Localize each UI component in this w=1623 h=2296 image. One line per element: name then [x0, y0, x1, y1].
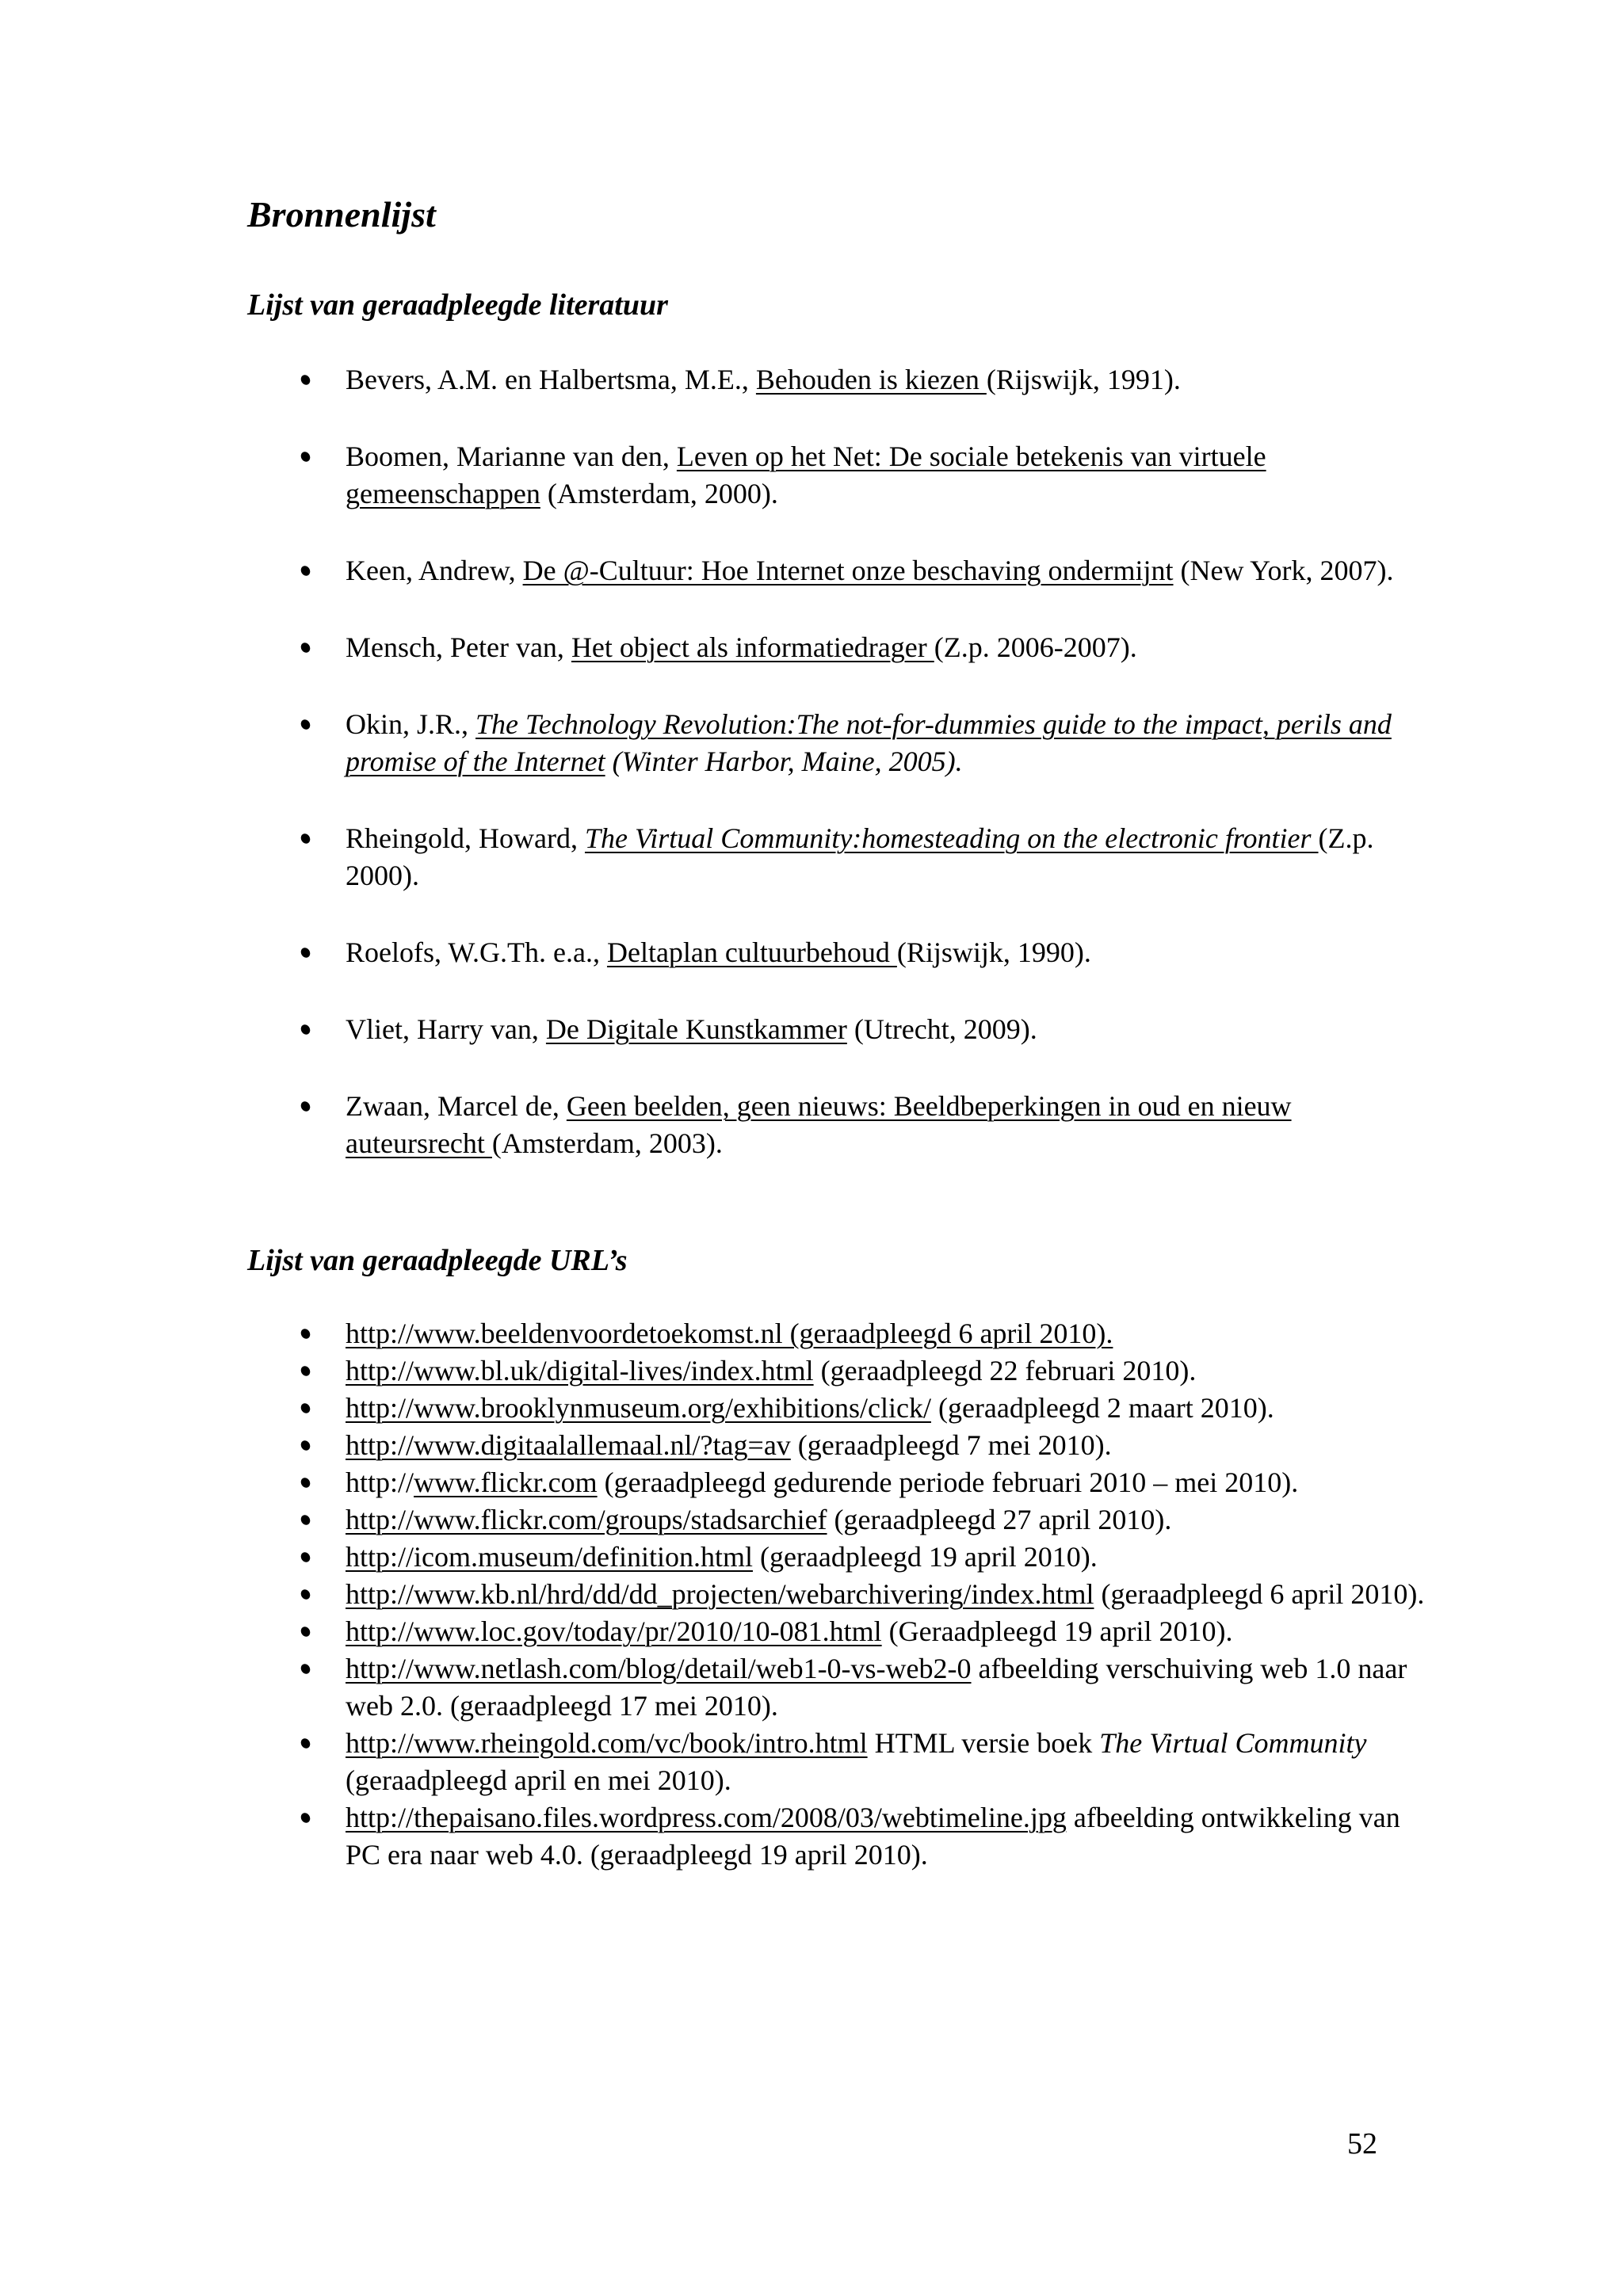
- bullet-icon: [299, 450, 311, 463]
- bullet-icon: [299, 641, 311, 654]
- url-link[interactable]: http://www.flickr.com/groups/stadsarchief: [346, 1504, 827, 1535]
- literature-item: Boomen, Marianne van den, Leven op het Net: De sociale betekenis van virtuele gemeenschappen (Amsterdam, 2000).: [301, 438, 1426, 513]
- literature-item: Vliet, Harry van, De Digitale Kunstkammer (Utrecht, 2009).: [301, 1011, 1426, 1048]
- page-number: 52: [1347, 2127, 1377, 2161]
- bullet-icon: [299, 1737, 311, 1750]
- url-link[interactable]: http://www.brooklynmuseum.org/exhibitions/click/: [346, 1392, 931, 1424]
- url-link[interactable]: http://icom.museum/definition.html: [346, 1541, 753, 1573]
- bullet-icon: [299, 1327, 311, 1341]
- page-title: Bronnenlijst: [247, 194, 436, 235]
- url-item: http://thepaisano.files.wordpress.com/2008/03/webtimeline.jpg afbeelding ontwikkeling van PC era naar web 4.0. (geraadpleegd 19 april 2010).: [301, 1799, 1426, 1874]
- url-item: http://www.digitaalallemaal.nl/?tag=av (geraadpleegd 7 mei 2010).: [301, 1427, 1426, 1464]
- literature-heading: Lijst van geraadpleegde literatuur: [247, 288, 668, 322]
- url-item: http://www.brooklynmuseum.org/exhibitions/click/ (geraadpleegd 2 maart 2010).: [301, 1390, 1426, 1427]
- url-link[interactable]: http://www.kb.nl/hrd/dd/dd_projecten/webarchivering/index.html: [346, 1578, 1094, 1610]
- url-link[interactable]: http://www.beeldenvoordetoekomst.nl (geraadpleegd 6 april 2010).: [346, 1318, 1113, 1349]
- url-link[interactable]: http://www.netlash.com/blog/detail/web1-0-vs-web2-0: [346, 1653, 972, 1684]
- literature-item: Zwaan, Marcel de, Geen beelden, geen nieuws: Beeldbeperkingen in oud en nieuw auteursrecht (Amsterdam, 2003).: [301, 1088, 1426, 1162]
- bullet-icon: [299, 1100, 311, 1113]
- url-item: [301, 1315, 1426, 1352]
- bullet-icon: [299, 1513, 311, 1527]
- bullet-icon: [299, 1588, 311, 1601]
- bullet-icon: [299, 1402, 311, 1415]
- bullet-icon: [299, 1811, 311, 1825]
- bullet-icon: [299, 1439, 311, 1452]
- url-link[interactable]: http://www.bl.uk/digital-lives/index.html: [346, 1355, 814, 1386]
- literature-title: Geen beelden, geen nieuws: Beeldbeperkingen in oud en nieuw auteursrecht: [346, 1090, 1292, 1159]
- url-item: http://www.rheingold.com/vc/book/intro.html HTML versie boek The Virtual Community (geraadpleegd april en mei 2010).: [301, 1725, 1426, 1799]
- literature-title: De @-Cultuur: Hoe Internet onze beschaving ondermijnt: [522, 555, 1174, 586]
- literature-item: Roelofs, W.G.Th. e.a., Deltaplan cultuurbehoud (Rijswijk, 1990).: [301, 934, 1426, 971]
- url-item: http://www.netlash.com/blog/detail/web1-0-vs-web2-0 afbeelding verschuiving web 1.0 naar web 2.0. (geraadpleegd 17 mei 2010).: [301, 1650, 1426, 1725]
- url-list: [301, 1315, 1426, 1874]
- bullet-icon: [299, 1550, 311, 1564]
- url-item: http://www.kb.nl/hrd/dd/dd_projecten/webarchivering/index.html (geraadpleegd 6 april 2010).: [301, 1576, 1426, 1613]
- bullet-icon: [299, 1625, 311, 1638]
- literature-item: Bevers, A.M. en Halbertsma, M.E., Behouden is kiezen (Rijswijk, 1991).: [301, 361, 1426, 399]
- url-item: http://www.bl.uk/digital-lives/index.html (geraadpleegd 22 februari 2010).: [301, 1352, 1426, 1390]
- literature-item: Keen, Andrew, De @-Cultuur: Hoe Internet onze beschaving ondermijnt (New York, 2007).: [301, 552, 1426, 589]
- url-item: http://www.loc.gov/today/pr/2010/10-081.html (Geraadpleegd 19 april 2010).: [301, 1613, 1426, 1650]
- bullet-icon: [299, 1364, 311, 1378]
- bullet-icon: [299, 832, 311, 845]
- literature-title: Behouden is kiezen: [755, 364, 987, 395]
- literature-title: De Digitale Kunstkammer: [545, 1013, 847, 1045]
- literature-title: Leven op het Net: De sociale betekenis van virtuele gemeenschappen: [346, 441, 1266, 509]
- literature-title: The Virtual Community:homesteading on the electronic frontier: [584, 822, 1319, 854]
- urls-heading: Lijst van geraadpleegde URL’s: [247, 1244, 628, 1277]
- bullet-icon: [299, 564, 311, 578]
- bullet-icon: [299, 1023, 311, 1036]
- url-item: http://icom.museum/definition.html (geraadpleegd 19 april 2010).: [301, 1539, 1426, 1576]
- literature-title: Het object als informatiedrager: [571, 631, 934, 663]
- literature-item: Okin, J.R., The Technology Revolution:The not-for-dummies guide to the impact, perils and promise of the Internet (Winter Harbor, Maine, 2005).: [301, 706, 1426, 780]
- url-link[interactable]: www.flickr.com: [414, 1466, 598, 1498]
- url-link[interactable]: http://www.loc.gov/today/pr/2010/10-081.html: [346, 1615, 882, 1647]
- url-item: http://www.flickr.com/groups/stadsarchief (geraadpleegd 27 april 2010).: [301, 1501, 1426, 1539]
- literature-item: Rheingold, Howard, The Virtual Community:homesteading on the electronic frontier (Z.p. 2000).: [301, 820, 1426, 894]
- bullet-icon: [299, 373, 311, 387]
- url-link[interactable]: http://www.digitaalallemaal.nl/?tag=av: [346, 1429, 791, 1461]
- bullet-icon: [299, 1662, 311, 1676]
- bullet-icon: [299, 1476, 311, 1489]
- url-item: http://www.flickr.com (geraadpleegd gedurende periode februari 2010 – mei 2010).: [301, 1464, 1426, 1501]
- literature-list: [301, 361, 1426, 1202]
- literature-title: The Technology Revolution:The not-for-dummies guide to the impact, perils and promise of the Internet: [346, 708, 1392, 777]
- literature-title: Deltaplan cultuurbehoud: [606, 936, 897, 968]
- bullet-icon: [299, 718, 311, 731]
- literature-item: Mensch, Peter van, Het object als informatiedrager (Z.p. 2006-2007).: [301, 629, 1426, 666]
- url-link[interactable]: http://www.rheingold.com/vc/book/intro.html: [346, 1727, 868, 1759]
- url-link[interactable]: http://thepaisano.files.wordpress.com/2008/03/webtimeline.jpg: [346, 1802, 1067, 1833]
- bullet-icon: [299, 946, 311, 959]
